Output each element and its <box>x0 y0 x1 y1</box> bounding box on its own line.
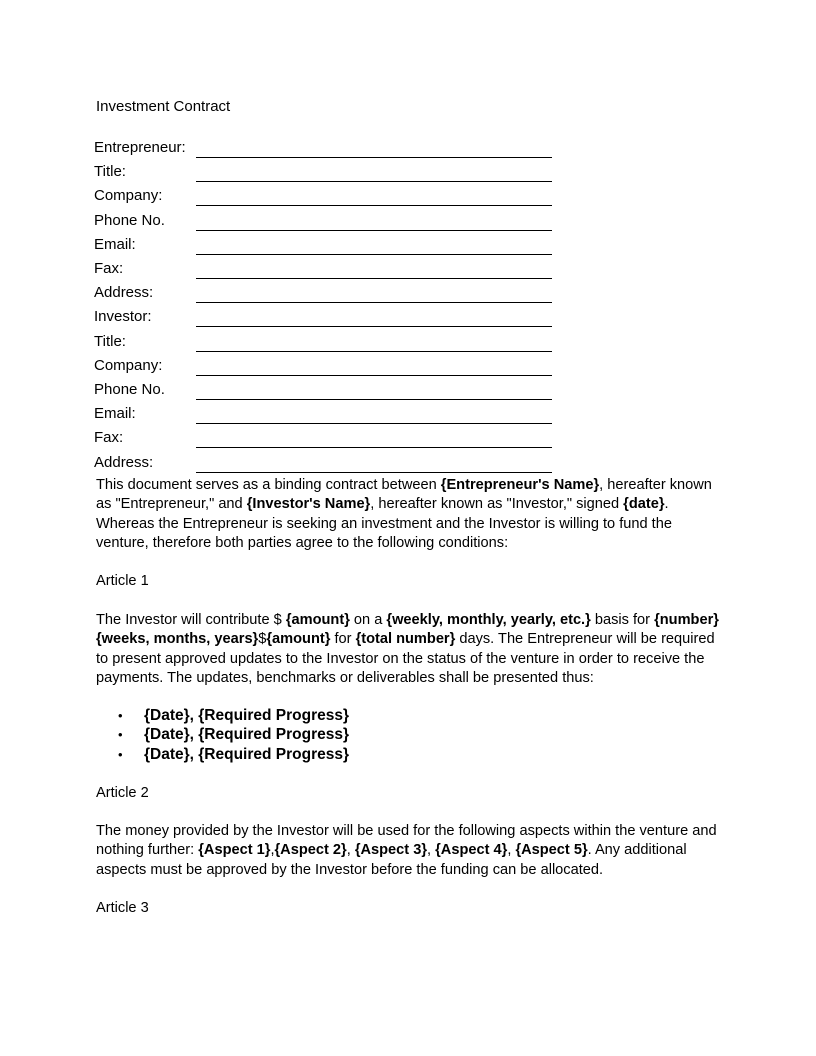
entrepreneur-name-placeholder: {Entrepreneur's Name} <box>440 477 600 493</box>
field-blank-line <box>196 205 552 206</box>
field-blank-line <box>196 254 552 255</box>
aspect-placeholder: {Aspect 4} <box>435 842 508 859</box>
field-blank-line <box>196 230 552 231</box>
field-blank-line <box>196 278 552 279</box>
article-1-text: basis for <box>590 612 655 628</box>
article-1-text: The Investor will contribute $ <box>96 612 286 628</box>
investor-name-placeholder: {Investor's Name} <box>246 496 371 513</box>
field-investor-address <box>94 451 554 473</box>
number-placeholder: {number} <box>654 612 719 628</box>
field-label: Investor: <box>94 308 152 325</box>
article-1-paragraph <box>96 611 720 688</box>
field-label: Phone No. <box>94 212 165 229</box>
field-investor-email <box>94 402 554 424</box>
intro-text: This document serves as a binding contract between <box>96 477 441 493</box>
field-label: Fax: <box>94 429 124 446</box>
aspect-placeholder: {Aspect 1} <box>198 842 271 859</box>
field-blank-line <box>196 326 552 327</box>
field-entrepreneur-company <box>94 184 554 206</box>
list-item-text: {Date}, {Required Progress} <box>144 726 350 744</box>
field-label: Phone No. <box>94 381 165 398</box>
article-2-text: . Any additional aspects must be approved by the Investor before the funding can be allocated. <box>96 842 687 878</box>
list-item-text: {Date}, {Required Progress} <box>144 745 350 763</box>
article-3-heading: Article 3 <box>96 900 149 916</box>
article-2-text: The money provided by the Investor will be used for the following aspects within the venture and nothing further: <box>96 823 717 859</box>
field-investor-title <box>94 330 554 352</box>
field-label: Address: <box>94 454 154 471</box>
article-2-text: , <box>270 842 275 859</box>
field-entrepreneur <box>94 136 554 158</box>
total-number-placeholder: {total number} <box>355 631 456 648</box>
field-entrepreneur-title <box>94 160 554 182</box>
intro-paragraph <box>96 476 720 553</box>
field-label: Entrepreneur: <box>94 139 186 156</box>
article-2-text: , <box>507 842 516 859</box>
field-label: Company: <box>94 357 163 374</box>
field-entrepreneur-email <box>94 233 554 255</box>
field-entrepreneur-phone <box>94 209 554 231</box>
article-1-text: days. The Entrepreneur will be required to present approved updates to the Investor on the status of the venture in order to receive the payments. The updates, benchmarks or deliverables shall be presented thus: <box>96 631 715 686</box>
article-2-text: , <box>427 842 436 859</box>
frequency-placeholder: {weekly, monthly, yearly, etc.} <box>386 612 591 628</box>
field-blank-line <box>196 157 552 158</box>
intro-text: . Whereas the Entrepreneur is seeking an investment and the Investor is willing to fund the venture, therefore both parties agree to the following conditions: <box>96 496 672 551</box>
field-label: Fax: <box>94 260 124 277</box>
field-label: Address: <box>94 284 154 301</box>
field-blank-line <box>196 423 552 424</box>
list-item <box>96 745 349 764</box>
amount-placeholder: {amount} <box>285 612 350 628</box>
article-2-heading: Article 2 <box>96 785 149 801</box>
field-label: Company: <box>94 187 163 204</box>
list-item-text: {Date}, {Required Progress} <box>144 707 350 724</box>
field-label: Email: <box>94 236 136 253</box>
aspect-placeholder: {Aspect 5} <box>515 842 588 859</box>
field-blank-line <box>196 351 552 352</box>
field-blank-line <box>196 447 552 448</box>
progress-bullet-list <box>96 706 349 764</box>
bullet-icon: • <box>118 708 123 723</box>
field-label: Email: <box>94 405 136 422</box>
article-1-heading: Article 1 <box>96 573 149 589</box>
field-investor <box>94 305 554 327</box>
field-entrepreneur-address <box>94 281 554 303</box>
field-investor-company <box>94 354 554 376</box>
bullet-icon: • <box>118 727 123 743</box>
list-item <box>96 725 349 744</box>
document-title: Investment Contract <box>96 98 231 115</box>
field-blank-line <box>196 472 552 473</box>
aspect-placeholder: {Aspect 2} <box>274 842 347 859</box>
field-entrepreneur-fax <box>94 257 554 279</box>
period-unit-placeholder: {weeks, months, years} <box>96 631 259 648</box>
bullet-icon: • <box>118 746 123 762</box>
field-blank-line <box>196 302 552 303</box>
article-1-text: on a <box>349 612 387 628</box>
field-blank-line <box>196 399 552 400</box>
article-1-text: for <box>330 631 356 648</box>
article-1-text: $ <box>258 631 267 648</box>
aspect-placeholder: {Aspect 3} <box>354 842 428 859</box>
field-blank-line <box>196 375 552 376</box>
list-item <box>96 706 349 725</box>
field-blank-line <box>196 181 552 182</box>
intro-text: , hereafter known as "Entrepreneur," and <box>96 477 712 513</box>
article-2-text: , <box>346 842 355 859</box>
date-placeholder: {date} <box>623 496 665 513</box>
field-label: Title: <box>94 333 126 350</box>
intro-text: , hereafter known as "Investor," signed <box>370 496 624 513</box>
field-label: Title: <box>94 163 126 180</box>
field-investor-phone <box>94 378 554 400</box>
amount-placeholder: {amount} <box>266 631 331 648</box>
article-2-paragraph <box>96 822 720 880</box>
field-investor-fax <box>94 426 554 448</box>
